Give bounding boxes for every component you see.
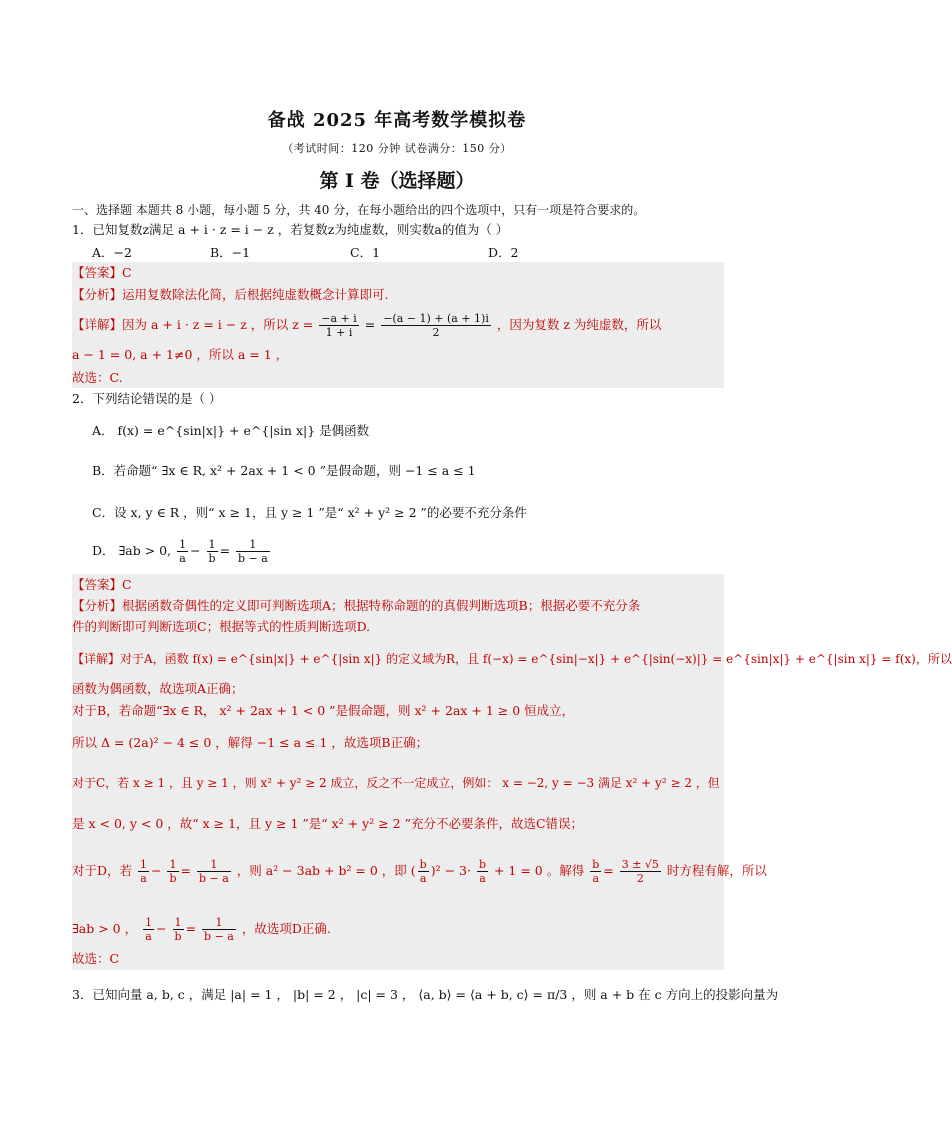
q2-d7-root bbox=[620, 858, 661, 885]
q2-d7-frac1-den: a bbox=[140, 872, 147, 885]
q2-d7-mid: ，则 a² − 3ab + b² = 0 ，即 bbox=[236, 863, 407, 878]
q2-stem: 2．下列结论错误的是（ ） bbox=[72, 391, 222, 406]
q3-stem: 3．已知向量 a, b, c ，满足 |a| = 1 ， |b| = 2 ， |c| = 3 ， ⟨a, b⟩ = ⟨a + b, c⟩ = π/3 ，则 a + b 在 c 方向上的投影向量为 bbox=[72, 987, 779, 1002]
q2-analysis-1: 【分析】根据函数奇偶性的定义即可判断选项A；根据特称命题的的真假判断选项B；根据必要不充分条 bbox=[72, 598, 641, 613]
q2-detail-8: ∃ab > 0 ， $\frac{1}{a}$ − $\frac{1}{b}$ = $\frac{1}{b - a}$ ，故选项D正确. bbox=[72, 916, 331, 943]
q2-d8-frac2 bbox=[173, 916, 184, 943]
q2-d7-ratio3 bbox=[590, 858, 601, 885]
q2-answer: 【答案】C bbox=[72, 577, 132, 592]
q2-d7-ratio-num: b bbox=[419, 858, 427, 871]
q2-d7-ratio3-den: a bbox=[592, 872, 600, 885]
q2-d7-root-den: 2 bbox=[636, 872, 644, 885]
q2-d7-frac2 bbox=[167, 858, 178, 885]
q2-option-c: C．设 x, y ∈ R ，则“ x ≥ 1，且 y ≥ 1 ”是“ x² + y² ≥ 2 ”的必要不充分条件 bbox=[92, 505, 527, 520]
q2-option-d: D． ∃ab > 0, $\frac{1}{a}$ − $\frac{1}{b}$ = $\frac{1}{b - a}$ bbox=[92, 538, 268, 565]
q2-d8-frac1-den: a bbox=[145, 930, 152, 943]
q2-d8-end: ，故选项D正确. bbox=[241, 921, 331, 936]
q2-d7-sol: 时方程有解，所以 bbox=[666, 863, 767, 878]
q1-stem: 1．已知复数z满足 a + i · z = i − z ，若复数z为纯虚数，则实数a的值为（ ） bbox=[72, 222, 509, 237]
q2-d8-prefix: ∃ab > 0 ， bbox=[72, 921, 138, 936]
q1-detail-line2: a − 1 = 0, a + 1≠0 ，所以 a = 1 ， bbox=[72, 347, 289, 362]
q2-d8-frac2-den: b bbox=[174, 930, 182, 943]
q2-d7-frac3-num: 1 bbox=[197, 858, 231, 872]
q2-d7-frac1-num: 1 bbox=[140, 858, 148, 871]
q1-detail-line1 bbox=[72, 312, 661, 339]
q2-d7-prefix: 对于D，若 bbox=[72, 863, 133, 878]
q2-d-frac2 bbox=[207, 538, 218, 565]
q1-frac2-num: −(a − 1) + (a + 1)i bbox=[383, 312, 489, 325]
q1-option-c: C．1 bbox=[350, 245, 381, 260]
q1-choose: 故选：C. bbox=[72, 370, 123, 385]
q1-frac2-den: 2 bbox=[432, 326, 440, 339]
q2-d7-frac2-den: b bbox=[169, 872, 177, 885]
q2-detail-5: 对于C，若 x ≥ 1 ，且 y ≥ 1 ，则 x² + y² ≥ 2 成立，反之不一定成立，例如： x = −2, y = −3 满足 x² + y² ≥ 2 ，但 bbox=[72, 776, 720, 790]
q2-d7-frac1 bbox=[138, 858, 149, 885]
q2-d7-ratio2-den: a bbox=[479, 872, 486, 885]
q2-detail-6: 是 x < 0, y < 0 ，故“ x ≥ 1，且 y ≥ 1 ”是“ x² + y² ≥ 2 ”充分不必要条件，故选C错误； bbox=[72, 816, 584, 831]
q2-d7-root-num: 3 ± √5 bbox=[621, 858, 659, 871]
q1-analysis-text: 【分析】运用复数除法化简，后根据纯虚数概念计算即可. bbox=[72, 287, 389, 302]
q2-detail-2: 函数为偶函数，故选项A正确； bbox=[72, 681, 244, 696]
q2-d8-frac1-num: 1 bbox=[145, 916, 153, 929]
q2-d8-frac3-num: 1 bbox=[202, 916, 236, 930]
q2-d7-frac2-num: 1 bbox=[167, 858, 178, 872]
q2-d7-frac3 bbox=[197, 858, 231, 885]
q2-d-frac2-num: 1 bbox=[207, 538, 218, 552]
q2-d7-end: + 1 = 0 。解得 bbox=[493, 863, 585, 878]
q2-d7-frac3-den: b − a bbox=[198, 872, 229, 885]
q2-d-frac3-den: b − a bbox=[238, 552, 268, 565]
q2-detail-7: 对于D，若 $\frac{1}{a}$ − $\frac{1}{b}$ = $\frac{1}{b - a}$ ，则 a² − 3ab + b² = 0 ，即 ( $\frac{b}{a}$ )² − 3· $\frac{b}{a}$ + 1 = 0 。解得 $\frac{b}{a}$ = $\frac{3 \pm √5}{2}$ 时方程有解，所以 bbox=[72, 858, 767, 885]
q1-detail-text: 【详解】因为 a + i · z = i − z ，所以 z = bbox=[72, 317, 314, 332]
q2-choose: 故选：C bbox=[72, 951, 120, 966]
q2-detail-3: 对于B，若命题“∃x ∈ R， x² + 2ax + 1 < 0 ”是假命题，则 x² + 2ax + 1 ≥ 0 恒成立， bbox=[72, 703, 575, 718]
section-heading: 一、选择题 本题共 8 小题，每小题 5 分，共 40 分，在每小题给出的四个选项中，只有一项是符合要求的。 bbox=[72, 203, 646, 217]
q1-option-d: D．2 bbox=[488, 245, 519, 260]
q2-d-frac3 bbox=[236, 538, 270, 565]
q2-d-frac1-den: a bbox=[179, 552, 186, 565]
q2-d8-frac3 bbox=[202, 916, 236, 943]
q2-detail-4: 所以 Δ = (2a)² − 4 ≤ 0 ，解得 −1 ≤ a ≤ 1 ，故选项B正确； bbox=[72, 735, 429, 750]
q1-option-b: B．−1 bbox=[210, 245, 251, 260]
q2-option-d-prefix: D． ∃ab > 0, bbox=[92, 543, 172, 558]
q2-d-frac1 bbox=[177, 538, 188, 565]
q2-option-a: A． f(x) = e^{sin|x|} + e^{|sin x|} 是偶函数 bbox=[92, 423, 370, 438]
volume-heading: 第 I 卷（选择题） bbox=[319, 170, 475, 192]
q2-d-frac2-den: b bbox=[208, 552, 216, 565]
q1-fraction-1 bbox=[319, 312, 359, 339]
q2-d8-frac1 bbox=[143, 916, 154, 943]
q2-d7-ratio-den: a bbox=[419, 872, 427, 885]
q2-d8-frac3-den: b − a bbox=[204, 930, 234, 943]
q1-option-a: A．−2 bbox=[92, 245, 132, 260]
exam-title: 备战 2025 年高考数学模拟卷 bbox=[267, 110, 527, 131]
q2-d7-ratio2 bbox=[477, 858, 488, 885]
q2-d7-ratio bbox=[418, 858, 429, 885]
exam-subtitle: （考试时间：120 分钟 试卷满分：150 分） bbox=[282, 142, 512, 155]
q1-frac1-den: 1 + i bbox=[325, 326, 353, 339]
q2-d-frac3-num: 1 bbox=[236, 538, 270, 552]
q1-frac1-num: −a + i bbox=[321, 312, 357, 325]
q2-d7-mid2: − 3· bbox=[444, 863, 471, 878]
q2-d-frac1-num: 1 bbox=[179, 538, 187, 551]
q2-option-b: B．若命题“ ∃x ∈ R, x² + 2ax + 1 < 0 ”是假命题，则 −1 ≤ a ≤ 1 bbox=[92, 463, 476, 478]
q1-equals: = bbox=[364, 317, 376, 332]
q2-d8-frac2-num: 1 bbox=[173, 916, 184, 930]
q1-detail-cont: ，因为复数 z 为纯虚数，所以 bbox=[496, 317, 662, 332]
q2-d7-ratio3-num: b bbox=[592, 858, 600, 871]
q2-analysis-2: 件的判断即可判断选项C；根据等式的性质判断选项D. bbox=[72, 619, 371, 634]
q2-detail-1: 【详解】对于A，函数 f(x) = e^{sin|x|} + e^{|sin x|} 的定义域为R，且 f(−x) = e^{sin|−x|} + e^{|sin(−x)|} = e^{sin|x|} + e^{|sin x|} = f(x)，所以 bbox=[72, 652, 952, 666]
q2-d7-ratio2-num: b bbox=[478, 858, 486, 871]
q1-analysis bbox=[72, 286, 388, 304]
q1-answer: 【答案】C bbox=[72, 265, 132, 280]
q1-fraction-2 bbox=[381, 312, 491, 339]
